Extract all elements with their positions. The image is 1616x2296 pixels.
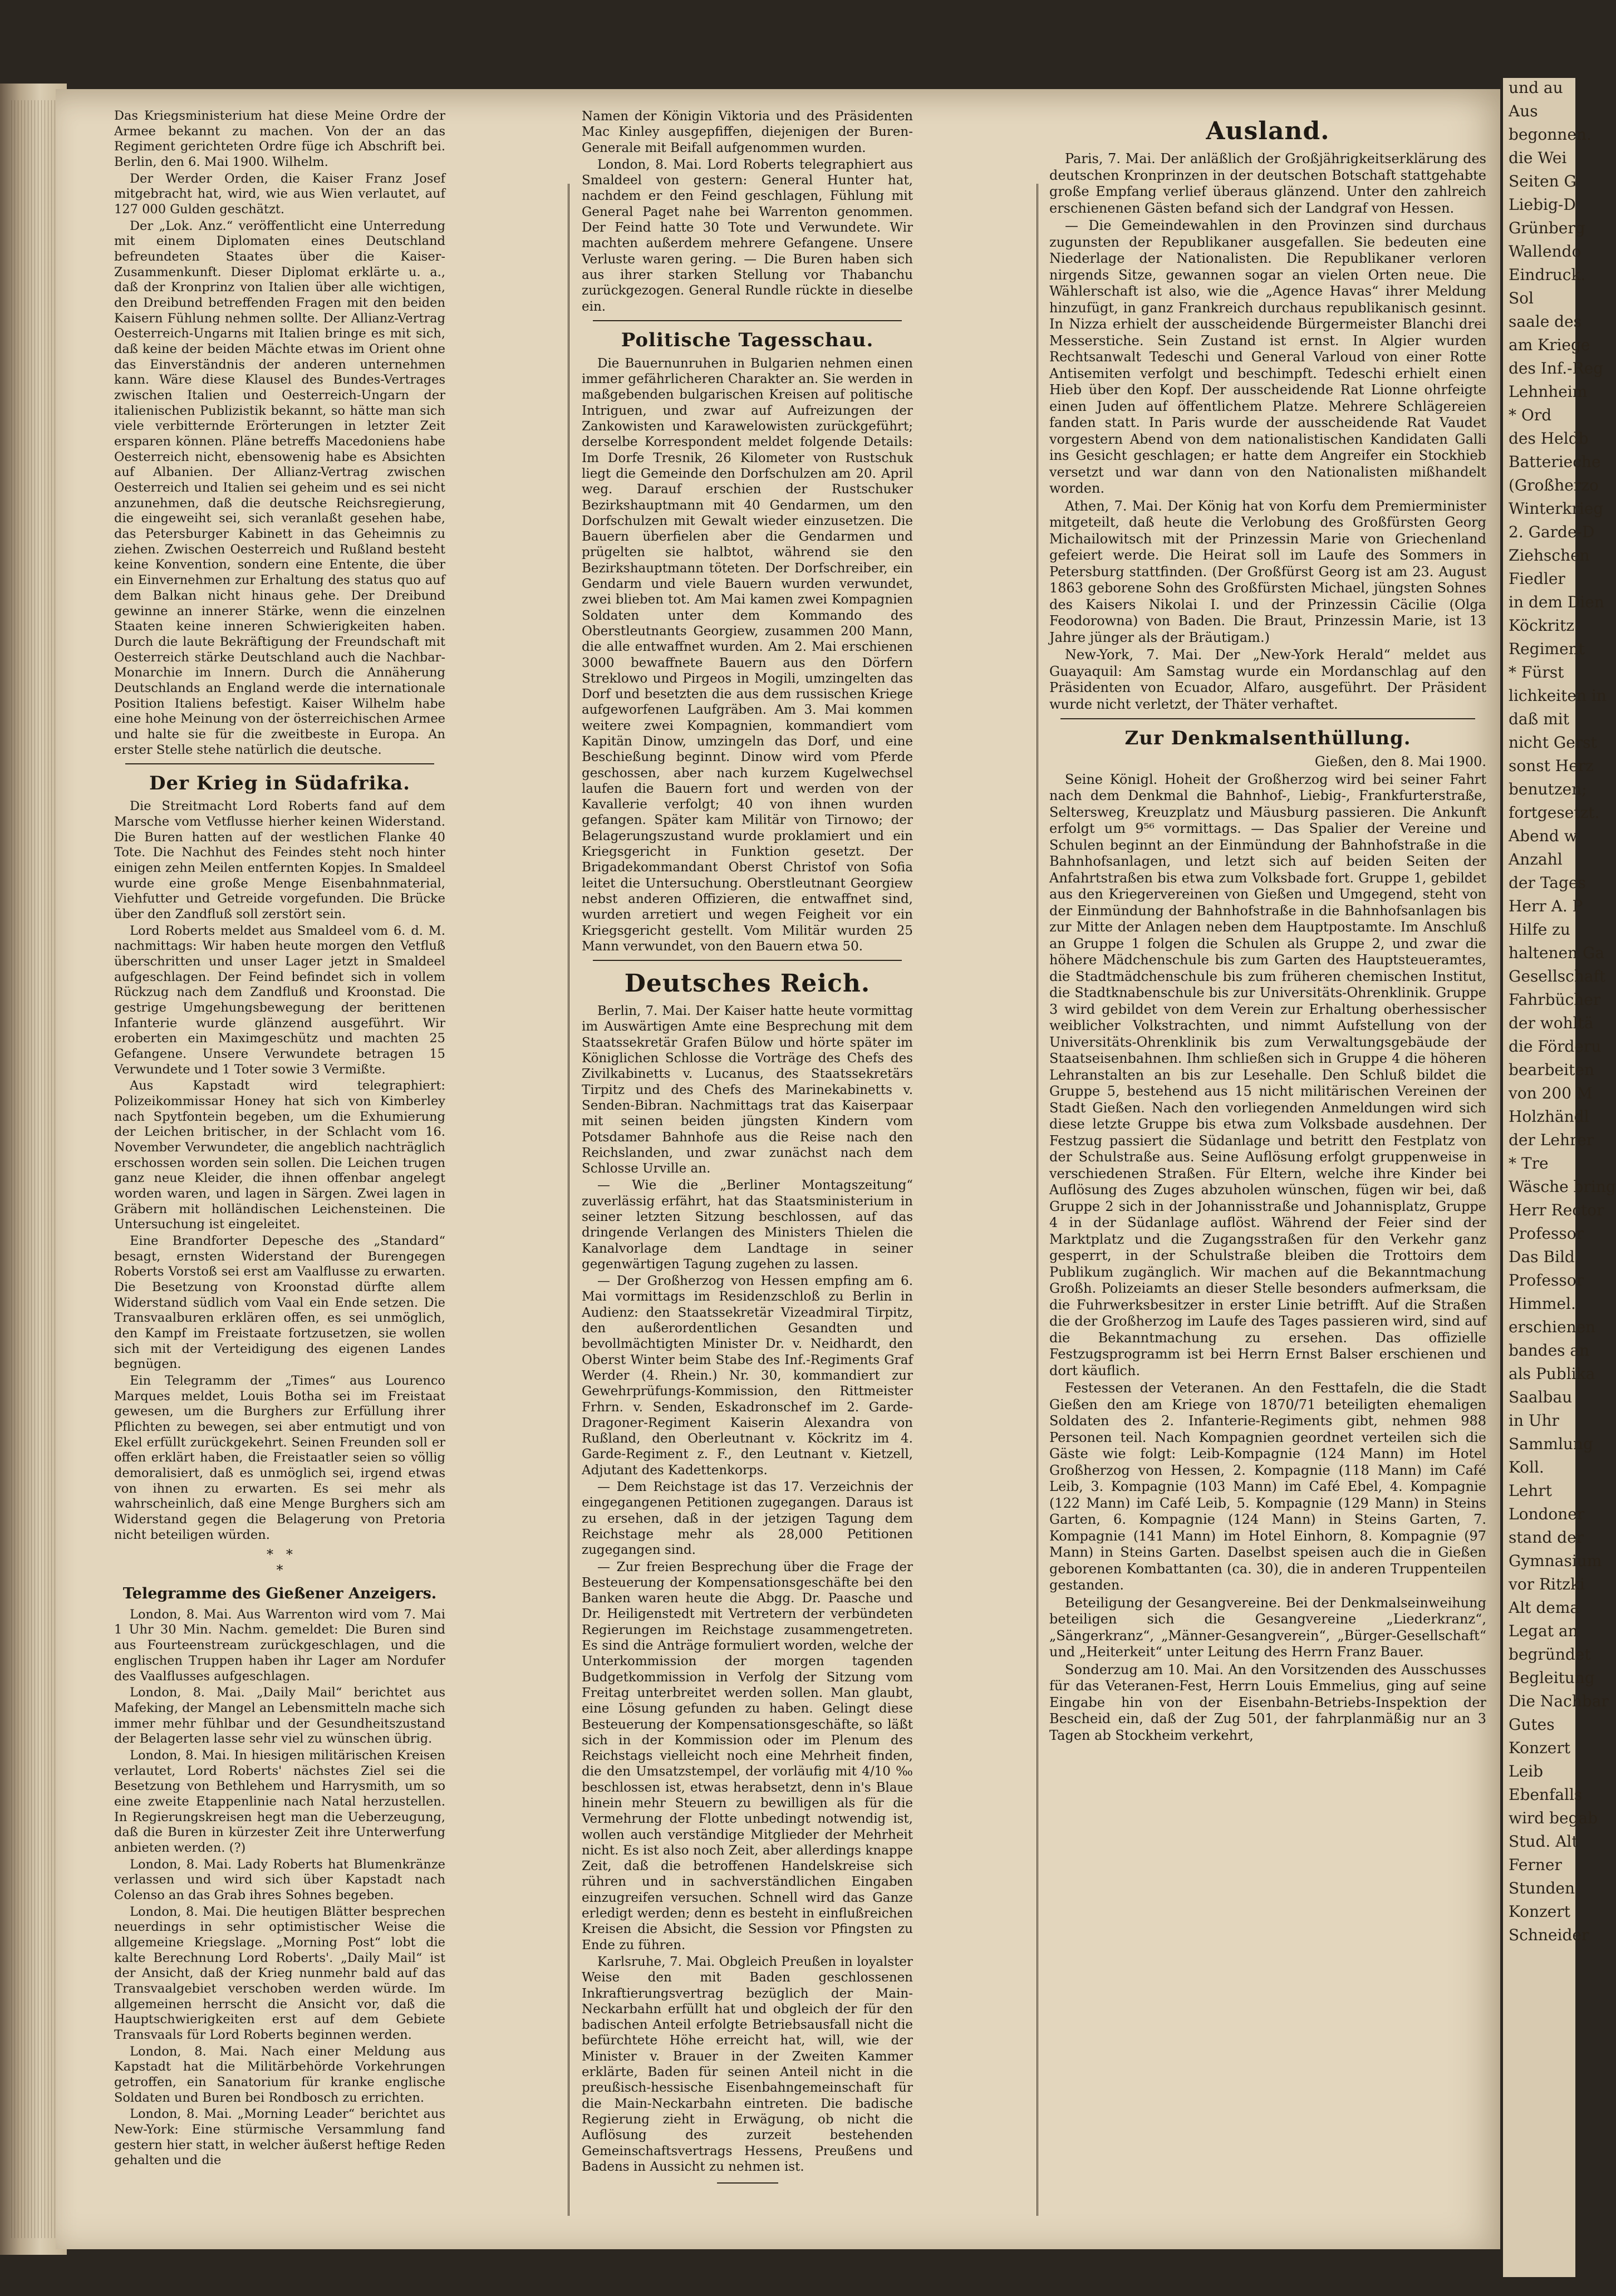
article-paragraph: — Zur freien Besprechung über die Frage der Besteuerung der Kompensationsgeschäfte bei den Banken waren heute die Abgg. Dr. Paasche und Dr. Heiligenstedt mit Vertretern der verbündeten Regierungen im Reichstage zusammengetreten. Es sind die Anträge formuliert worden, welche der Unterkommission der morgen tagenden Budgetkommission in Verfolg der Sitzung vom Freitag unterbreitet werden sollen. Man glaubt, eine Lösung gefunden zu haben. Gelingt diese Besteuerung der Kompensationsgeschäfte, so läßt sich in der Kommission oder im Plenum des Reichstags vielleicht noch eine Mehrheit finden, die den Umsatzstempel, der vorläufig mit 4/10 ‰ beschlossen ist, etwas herabsetzt, denn in's Blaue hinein mehr Steuern zu bewilligen als für die Vermehrung der Flotte unbedingt notwendig ist, wollen auch verständige Mitglieder der Mehrheit nicht. Es ist also noch Zeit, aber allerdings knappe Zeit, daß die betroffenen Handelskreise sich rühren und in sachverständlichen Eingaben einzugreifen versuchen. Schnell wird das Ganze erledigt werden; denn es besteht in einflußreichen Kreisen die Absicht, die Session vor Pfingsten zu Ende zu führen. xyxy=(582,1559,913,1952)
adjacent-page-fragment: Koll. xyxy=(1509,1458,1544,1476)
book-page-edges xyxy=(11,100,61,2238)
adjacent-page-fragment: vor Ritzki xyxy=(1509,1575,1585,1593)
adjacent-page-fragment: Eindruck. xyxy=(1509,266,1586,284)
adjacent-page-fragment: Lehnheim xyxy=(1509,382,1588,401)
adjacent-page-fragment: (Großherzo xyxy=(1509,476,1599,494)
adjacent-page-fragment: Wäsche bring xyxy=(1509,1178,1616,1196)
column-3 xyxy=(1049,109,1486,1745)
adjacent-page-fragment: lichkeiten in xyxy=(1509,686,1607,705)
adjacent-page-fragment: erschienen xyxy=(1509,1318,1596,1336)
article-paragraph: Namen der Königin Viktoria und des Präsidenten Mac Kinley ausgepfiffen, diejenigen der Buren-Generale mit Beifall aufgenommen wurden. xyxy=(582,109,913,155)
adjacent-page-fragment: Liebig-D xyxy=(1509,195,1576,214)
article-paragraph: Athen, 7. Mai. Der König hat von Korfu dem Premierminister mitgeteilt, daß heute die Verlobung des Großfürsten Georg Michailowitsch mit der Prinzessin Marie von Griechenland gefeiert werde. Die Heirat soll im Laufe des Sommers in Petersburg stattfinden. (Der Großfürst Georg ist am 23. August 1863 geborene Sohn des Großfürsten Michael, jüngsten Sohnes des Kaisers Nikolai I. und der Prinzessin Cäcilie (Olga Feodorowna) von Baden. Die Braut, Prinzessin Marie, ist 13 Jahre jünger als der Bräutigam.) xyxy=(1049,498,1486,645)
article-paragraph: — Die Gemeindewahlen in den Provinzen sind durchaus zugunsten der Republikaner ausgefallen. Sie bedeuten eine Niederlage der Nationalisten. Die Republikaner verloren nirgends Sitze, gewannen sogar an vielen Orten neue. Die Wählerschaft ist also, wie die „Agence Havas“ ihrer Meldung hinzufügt, in ganz Frankreich durchaus republikanisch gesinnt. In Nizza erhielt der ausscheidende Bürgermeister Blanchi drei Messerstiche. Sein Zustand ist ernst. In Algier wurden Rechtsanwalt Tedeschi und General Varloud von einer Rotte Antisemiten verfolgt und beschimpft. Tedeschi erhielt einen Hieb über den Kopf. Der ausscheidende Rat Lionne ohrfeigte einen Juden auf öffentlichem Platze. Mehrere Schlägereien fanden statt. In Paris wurde der ausscheidende Rat Vaudet vorgestern Abend von dem nationalistischen Kandidaten Galli ins Gesicht geschlagen; er hatte dem Angreifer ein Stockhieb versetzt und war dann von den Nationalisten mißhandelt worden. xyxy=(1049,218,1486,496)
adjacent-page-fragment: Legat an xyxy=(1509,1622,1578,1640)
section-heading-ausland: Ausland. xyxy=(1206,117,1330,145)
adjacent-page-fragment: begonnen. xyxy=(1509,125,1592,144)
column-2 xyxy=(582,109,913,2191)
article-paragraph: Sonderzug am 10. Mai. An den Vorsitzenden des Ausschusses für das Veteranen-Fest, Herrn Louis Emmelius, ging auf seine Eingabe hin von der Eisenbahn-Betriebs-Inspektion der Bescheid ein, daß der Zug 501, der fahrplanmäßig nur an 3 Tagen ab Stockheim verkehrt, xyxy=(1049,1661,1486,1743)
adjacent-page-fragment: Ferner xyxy=(1509,1856,1562,1874)
adjacent-page-fragment: des Inf.-Reg xyxy=(1509,359,1604,377)
adjacent-page-fragment: Fahrbücher xyxy=(1509,990,1601,1009)
adjacent-page-fragment: von 200 M xyxy=(1509,1084,1593,1102)
article-end-rule xyxy=(717,2182,778,2184)
adjacent-page-fragment: Professor xyxy=(1509,1224,1584,1243)
adjacent-page-fragment: Sol xyxy=(1509,289,1534,307)
adjacent-page-fragment: in dem Dien xyxy=(1509,593,1604,611)
adjacent-page-fragment: der Tages xyxy=(1509,874,1586,892)
article-paragraph: — Wie die „Berliner Montagszeitung“ zuverlässig erfährt, hat das Staatsministerium in seiner letzten Sitzung beschlossen, auf das dringende Verlangen des Ministers Thielen die Kanalvorlage dem Landtage in seiner gegenwärtigen Tagung zugehen zu lassen. xyxy=(582,1178,913,1272)
article-paragraph: Eine Brandforter Depesche des „Standard“ besagt, ernsten Widerstand der Burengegen Roberts Vorstoß sei erst am Vaalflusse zu erwarten. Die Besetzung von Kroonstad dürfte allem Widerstand südlich vom Vaal ein Ende setzen. Die Transvaalburen erklären offen, es sei unmöglich, den Kampf im Freistaate fortzusetzen, sie wollen sich mit der Verteidigung des eigenen Landes begnügen. xyxy=(114,1234,445,1372)
article-paragraph: Ein Telegramm der „Times“ aus Lourenco Marques meldet, Louis Botha sei im Freistaat gewesen, um die Burghers zur Erfüllung ihrer Pflichten zu bewegen, sei aber entmutigt und von Ekel erfüllt zurückgekehrt. Seinen Freunden soll er offen erklärt haben, die Freistaatler seien so völlig demoralisiert, daß es unmöglich sei, irgend etwas von ihnen zu erwarten. Es sei mehr als wahrscheinlich, daß eine Menge Burghers sich am Widerstand gegen die Belagerung von Pretoria nicht beteiligen würden. xyxy=(114,1373,445,1542)
adjacent-page-fragment: bearbeiten xyxy=(1509,1061,1594,1079)
adjacent-page-fragment: Himmel. xyxy=(1509,1294,1576,1313)
adjacent-page-fragment: Gutes xyxy=(1509,1715,1555,1734)
column-1 xyxy=(114,109,445,2170)
adjacent-page-fragment: die Förderu xyxy=(1509,1037,1602,1056)
section-divider xyxy=(593,320,902,321)
adjacent-page-fragment: in Uhr xyxy=(1509,1411,1559,1430)
article-paragraph: Das Kriegsministerium hat diese Meine Ordre der Armee bekannt zu machen. Von der an das Regiment gerichteten Ordre füge ich Abschrift bei. Berlin, den 6. Mai 1900. Wilhelm. xyxy=(114,109,445,170)
adjacent-page-fragment: Gesellschaft xyxy=(1509,967,1606,985)
adjacent-page-fragment: Begleitung xyxy=(1509,1669,1595,1687)
adjacent-page-fragment: Das Bild xyxy=(1509,1248,1575,1266)
adjacent-page-fragment: Aus xyxy=(1509,102,1538,120)
article-paragraph: — Dem Reichstage ist das 17. Verzeichnis der eingegangenen Petitionen zugegangen. Daraus ist zu ersehen, daß in der jetzigen Tagung dem Reichstage mehr als 28,000 Petitionen zugegangen sind. xyxy=(582,1480,913,1558)
article-paragraph: Die Bauernunruhen in Bulgarien nehmen einen immer gefährlicheren Charakter an. Sie werden in maßgebenden bulgarischen Kreisen auf politische Intriguen, und zwar auf Aufreizungen der Zankowisten und Karawelowisten zurückgeführt; derselbe Korrespondent meldet folgende Details: Im Dorfe Tresnik, 26 Kilometer von Rustschuk liegt die Gemeinde den Dorfschulzen am 20. April weg. Darauf erschien der Rustschuker Bezirkshauptmann mit 40 Gendarmen, um den Dorfschulzen mit Gewalt wieder einzusetzen. Die Bauern überfielen aber die Gendarmen und prügelten sie halbtot, während sie den Bezirkshauptmann töteten. Der Dorfschreiber, ein Gendarm und viele Bauern wurden verwundet, zwei blieben tot. Am Mai kamen zwei Kompagnien Soldaten unter dem Kommando des Oberstleutnants Georgiew, zusammen 200 Mann, die alle entwaffnet wurden. Am 2. Mai erschienen 3000 bewaffnete Bauern aus den Dörfern Streklowo und Pirgeos in Mogili, umzingelten das Dorf und besetzten die aus dem russischen Kriege aufgeworfenen Laufgräben. Am 3. Mai kommen weitere zwei Kompagnien, kommandiert vom Kapitän Dinow, umzingeln das Dorf, und eine Beschießung beginnt. Dinow wird vom Pferde geschossen, aber nach kurzem Kugelwechsel laufen die Bauern fort und werden von der Kavallerie verfolgt; 40 von ihnen wurden gefangen. Später kam Militär von Tirnowo; der Belagerungszustand wurde proklamiert und ein Kriegsgericht in Funktion gesetzt. Der Brigadekommandant Oberst Christof von Sofia leitet die Untersuchung. Oberstleutnant Georgiew nebst anderen Offizieren, die entwaffnet sind, wurden arretiert und wegen Feigheit vor ein Kriegsgericht gestellt. Vom Militär wurden 25 Mann verwundet, von den Bauern etwa 50. xyxy=(582,356,913,954)
adjacent-page-fragment: Seiten G xyxy=(1509,172,1576,190)
adjacent-page-fragment: bandes an xyxy=(1509,1341,1590,1360)
adjacent-page-fragment: haltenen Ga xyxy=(1509,944,1605,962)
adjacent-page-fragment: Professor xyxy=(1509,1271,1584,1289)
article-paragraph: Die Streitmacht Lord Roberts fand auf dem Marsche vom Vetflusse hierher keinen Widerstand. Die Buren hatten auf der westlichen Flanke 40 Tote. Die Nachhut des Feindes steht noch hinter einigen zehn Meilen entfernten Kopjes. In Smaldeel wurde eine große Menge Eisenbahnmaterial, Viehfutter und Getreide vorgefunden. Die Brücke über den Zandfluß soll zerstört sein. xyxy=(114,799,445,921)
adjacent-page-fragment: Abend w xyxy=(1509,827,1578,845)
adjacent-page-fragment: Stud. Alt xyxy=(1509,1832,1578,1851)
adjacent-page-fragment: Holzhändl xyxy=(1509,1107,1589,1126)
article-paragraph: Paris, 7. Mai. Der anläßlich der Großjährigkeitserklärung des deutschen Kronprinzen in der deutschen Botschaft stattgehabte große Empfang verlief überaus glänzend. Unter den zahlreich erschienenen Gästen befand sich der Landgraf von Hessen. xyxy=(1049,151,1486,216)
adjacent-page-fragment: Konzert xyxy=(1509,1902,1571,1921)
adjacent-page-fragment: Die Nachbar xyxy=(1509,1692,1609,1710)
adjacent-page-fragment: Gymnasium xyxy=(1509,1552,1602,1570)
adjacent-page-fragment: der wohltä xyxy=(1509,1014,1594,1032)
adjacent-page-fragment: begründet xyxy=(1509,1645,1591,1664)
adjacent-page-fragment: Anzahl xyxy=(1509,850,1563,869)
article-paragraph: Beteiligung der Gesangvereine. Bei der Denkmalseinweihung beteiligen sich die Gesangvereine „Liederkranz“, „Sängerkranz“, „Männer-Gesangverein“, „Bürger-Gesellschaft“ und „Heiterkeit“ unter Leitung des Herrn Franz Bauer. xyxy=(1049,1595,1486,1660)
adjacent-page-fragment: nicht Gerst xyxy=(1509,733,1597,752)
article-paragraph: Der „Lok. Anz.“ veröffentlicht eine Unterredung mit einem Diplomaten eines Deutschland befreundeten Staates über die Kaiser-Zusammenkunft. Dieser Diplomat erklärte u. a., daß der Kronprinz von Italien über alle wichtigen, den Dreibund betreffenden Fragen mit den beiden Kaisern Fühlung nehmen sollte. Der Allianz-Vertrag Oesterreich-Ungarns mit Italien bringe es mit sich, daß keine der beiden Mächte etwas im Orient ohne das Einverständnis der anderen unternehmen kann. Wäre diese Klausel des Bundes-Vertrages zwischen Italien und Oesterreich-Ungarn der italienischen Publizistik bekannt, so hätte man sich viele verbitternde Erörterungen in letzter Zeit ersparen können. Pläne betreffs Macedoniens habe Oesterreich nicht, ebensowenig habe es Absichten auf Albanien. Der Allianz-Vertrag zwischen Oesterreich und Italien sei geheim und es sei nicht anzunehmen, daß die deutsche Reichsregierung, die eingeweiht sei, sich veranlaßt gesehen habe, das Petersburger Kabinett in das Geheimnis zu ziehen. Zwischen Oesterreich und Rußland besteht keine Konvention, sondern eine Entente, die über ein Einvernehmen zur Erhaltung des status quo auf dem Balkan nicht hinaus gehe. Der Dreibund gewinne an innerer Stärke, wenn die einzelnen Staaten keine inneren Schwierigkeiten haben. Durch die laute Bekräftigung der Freundschaft mit Oesterreich stärke Deutschland auch die Nachbar-Monarchie im Innern. Durch die Annäherung Deutschlands an England werde die internationale Position Italiens befestigt. Kaiser Wilhelm habe eine hohe Meinung von der österreichischen Armee und halte sie für die zweitbeste in Europa. An erster Stelle stehe natürlich die deutsche. xyxy=(114,218,445,757)
adjacent-page-fragment: Londoner xyxy=(1509,1505,1585,1523)
section-divider xyxy=(125,763,434,764)
article-paragraph: London, 8. Mai. „Morning Leader“ berichtet aus New-York: Eine stürmische Versammlung fand gestern hier statt, in welcher äußerst heftige Reden gehalten und die xyxy=(114,2107,445,2168)
article-paragraph: Aus Kapstadt wird telegraphiert: Polizeikommissar Honey hat sich von Kimberley nach Spytfontein begeben, um die Exhumierung der Leichen britischer, in der Schlacht vom 16. November Verwundeter, die angeblich nachträglich erschossen worden sein sollen. Die Leichen trugen ganz neue Kleider, die ihnen offenbar angelegt worden waren, und lagen in Särgen. Zwei lagen in Gräbern mit holländischen Leichensteinen. Die Untersuchung ist eingeleitet. xyxy=(114,1078,445,1232)
article-paragraph: London, 8. Mai. Die heutigen Blätter besprechen neuerdings in sehr optimistischer Weise die allgemeine Kriegslage. „Morning Post“ lobt die kalte Berechnung Lord Roberts'. „Daily Mail“ ist der Ansicht, daß der Krieg nunmehr bald auf das Transvaalgebiet verschoben werden würde. Im allgemeinen herrscht die Ansicht vor, daß die Hauptschwierigkeiten erst auf dem Gebiete Transvaals für Lord Roberts beginnen werden. xyxy=(114,1904,445,2042)
article-paragraph: London, 8. Mai. In hiesigen militärischen Kreisen verlautet, Lord Roberts' nächstes Ziel sei die Besetzung von Bethlehem und Harrysmith, um so eine zweite Etappenlinie nach Natal herzustellen. In Regierungskreisen hegt man die Ueberzeugung, daß die Buren in kürzester Zeit ihre Unterwerfung anbieten werden. (?) xyxy=(114,1748,445,1855)
column-rule xyxy=(1037,184,1038,2216)
article-paragraph: London, 8. Mai. Lord Roberts telegraphiert aus Smaldeel von gestern: General Hunter hat, nachdem er den Feind geschlagen, Fühlung mit General Paget nahe bei Warrenton genommen. Der Feind hatte 30 Tote und Verwundete. Wir machten außerdem mehrere Gefangene. Unsere Verluste waren gering. — Die Buren haben sich aus ihrer starken Stellung vor Thabanchu zurückgezogen. General Rundle rückte in dieselbe ein. xyxy=(582,157,913,314)
article-paragraph: Festessen der Veteranen. An den Festtafeln, die die Stadt Gießen den am Kriege von 1870/71 beteiligten ehemaligen Soldaten des 2. Infanterie-Regiments gibt, nehmen 988 Personen teil. Nach Kompagnien geordnet verteilen sich die Gäste wie folgt: Leib-Kompagnie (124 Mann) im Hotel Großherzog von Hessen, 2. Kompagnie (118 Mann) im Café Leib, 3. Kompagnie (103 Mann) im Café Ebel, 4. Kompagnie (122 Mann) im Café Leib, 5. Kompagnie (129 Mann) in Steins Garten, 6. Kompagnie (124 Mann) in Steins Garten, 7. Kompagnie (141 Mann) im Hotel Einhorn, 8. Kompagnie (97 Mann) in Steins Garten. Daselbst speisen auch die in Gießen geborenen Kombattanten (ca. 30), die in anderen Truppenteilen gestanden. xyxy=(1049,1380,1486,1593)
article-paragraph: London, 8. Mai. Nach einer Meldung aus Kapstadt hat die Militärbehörde Vorkehrungen getroffen, ein Sanatorium für kranke englische Soldaten und Buren bei Rondbosch zu errichten. xyxy=(114,2044,445,2105)
adjacent-page-fragment: Lehrt xyxy=(1509,1481,1552,1500)
article-paragraph: London, 8. Mai. „Daily Mail“ berichtet aus Mafeking, der Mangel an Lebensmitteln mache sich immer mehr fühlbar und der Gesundheitszustand der Belagerten lasse sehr viel zu wünschen übrig. xyxy=(114,1685,445,1746)
article-paragraph: Karlsruhe, 7. Mai. Obgleich Preußen in loyalster Weise den mit Baden geschlossenen Inkraftierungsvertrag bezüglich der Main-Neckarbahn erfüllt hat und obgleich der für den badischen Anteil erfolgte Betriebsausfall nicht die befürchtete Höhe erreicht hat, will, wie der Minister v. Brauer in der Zweiten Kammer erklärte, Baden für seinen Anteil nicht in die preußisch-hessische Eisenbahngemeinschaft für die Main-Neckarbahn eintreten. Die badische Regierung zieht in Erwägung, ob nicht die Auflösung des zurzeit bestehenden Gemeinschaftsvertrags Hessens, Preußens und Badens in Aussicht zu nehmen ist. xyxy=(582,1954,913,2174)
article-paragraph: London, 8. Mai. Aus Warrenton wird vom 7. Mai 1 Uhr 30 Min. Nachm. gemeldet: Die Buren sind aus Fourteenstream zurückgeschlagen, und die englischen Truppen haben ihr Lager am Nordufer des Vaalflusses aufgeschlagen. xyxy=(114,1607,445,1684)
adjacent-page-fragment: benutzen; xyxy=(1509,780,1587,798)
adjacent-page-fragment: als Publika xyxy=(1509,1365,1595,1383)
adjacent-page-fragment: und au xyxy=(1509,79,1563,97)
adjacent-page-strip xyxy=(1503,78,1616,2277)
adjacent-page-fragment: Winterkrieg xyxy=(1509,499,1604,518)
adjacent-page-fragment: Ziehschen xyxy=(1509,546,1590,565)
adjacent-page-fragment: am Kriege xyxy=(1509,336,1590,354)
adjacent-page-fragment: wird begab xyxy=(1509,1809,1598,1827)
adjacent-page-fragment: Ebenfalls xyxy=(1509,1785,1583,1804)
article-paragraph: Lord Roberts meldet aus Smaldeel vom 6. d. M. nachmittags: Wir haben heute morgen den Vetfluß überschritten und unser Lager jetzt in Smaldeel aufgeschlagen. Der Feind befindet sich in vollem Rückzug nach dem Zandfluß und Kroonstad. Die gestrige Umgehungsbewegung der berittenen Infanterie wurde glänzend ausgeführt. Wir eroberten ein Maximgeschütz und machten 25 Gefangene. Unsere Verwundete betragen 15 Verwundete und 1 Toter sowie 3 Vermißte. xyxy=(114,923,445,1077)
adjacent-page-fragment: Schneider xyxy=(1509,1926,1589,1944)
article-paragraph: Der Werder Orden, die Kaiser Franz Josef mitgebracht hat, wird, wie aus Wien verlautet, auf 127 000 Gulden geschätzt. xyxy=(114,171,445,217)
adjacent-page-fragment: Sammlung xyxy=(1509,1435,1593,1453)
adjacent-page-fragment: Fiedler xyxy=(1509,570,1565,588)
column-rule xyxy=(568,184,569,2216)
section-divider xyxy=(1060,718,1475,719)
adjacent-page-fragment: Hilfe zu xyxy=(1509,920,1570,939)
adjacent-page-fragment: * Tre xyxy=(1509,1154,1549,1172)
adjacent-page-fragment: saale des xyxy=(1509,312,1582,331)
adjacent-page-fragment: Leib xyxy=(1509,1762,1544,1780)
section-heading-denkmalsenthuellung: Zur Denkmalsenthüllung. xyxy=(1124,727,1411,749)
adjacent-page-fragment: Wallendo xyxy=(1509,242,1581,261)
article-paragraph: Berlin, 7. Mai. Der Kaiser hatte heute vormittag im Auswärtigen Amte eine Besprechung mit dem Staatssekretär Grafen Bülow und hörte später im Königlichen Schlosse die Vorträge des Chefs des Zivilkabinetts v. Lucanus, des Staatssekretärs Tirpitz und des Chefs des Marinekabinetts v. Senden-Bibran. Nachmittags trat das Kaiserpaar mit seinen beiden jüngsten Kindern vom Potsdamer Bahnhofe aus die Reise nach den Reichslanden, und zwar zunächst nach dem Schlosse Urville an. xyxy=(582,1004,913,1176)
section-heading-deutsches-reich: Deutsches Reich. xyxy=(624,969,871,998)
adjacent-page-fragment: Regiment xyxy=(1509,640,1585,658)
adjacent-page-fragment: 2. Garde-D xyxy=(1509,523,1595,541)
article-paragraph: London, 8. Mai. Lady Roberts hat Blumenkränze verlassen und wird sich über Kapstadt nach Colenso an das Grab ihres Sohnes begeben. xyxy=(114,1857,445,1902)
adjacent-page-fragment: die Wei xyxy=(1509,149,1567,167)
adjacent-page-fragment: der Lehrer xyxy=(1509,1131,1594,1149)
section-divider xyxy=(593,960,902,961)
adjacent-page-fragment: sonst Herz xyxy=(1509,757,1594,775)
adjacent-page-fragment: Herr A. P xyxy=(1509,897,1583,915)
asterism: * * * xyxy=(267,1547,293,1578)
adjacent-page-fragment: Saalbau xyxy=(1509,1388,1573,1406)
article-paragraph: Seine Königl. Hoheit der Großherzog wird bei seiner Fahrt nach dem Denkmal die Bahnhof-, Liebig-, Frankfurterstraße, Seltersweg, Kreuzplatz und Mäusburg passieren. Die Ankunft erfolgt um 9⁵⁶ vormittags. — Das Spalier der Vereine und Schulen beginnt an der Einmündung der Bahnhofstraße in die Bahnhofsanlagen, und letzt sich auf beiden Seiten der Anfahrtstraßen bis etwa zum Volksbade fort. Gruppe 1, gebildet aus den Kriegervereinen von Gießen und Umgegend, steht von der Einmündung der Bahnhofstraße in die Bahnhofsanlagen bis zur Mitte der Anlagen neben dem Hauptpostamte. Im Anschluß an Gruppe 1 folgen die Schulen als Gruppe 2, und zwar die höhere Mädchenschule bis zum Garten des Hauptsteueramtes, die Stadtmädchenschule bis zum früheren chemischen Institut, die Stadtknabenschule bis zur Universitäts-Ohrenklinik. Gruppe 3 wird gebildet von dem Verein zur Erhaltung oberhessischer weiblicher Volkstrachten, und nimmt Aufstellung von der Universitäts-Ohrenklinik bis zum Verwaltungsgebäude der Staatseisenbahnen. Ihm schließen sich in Gruppe 4 die höheren Lehranstalten an bis zur Lesehalle. Den Schluß bildet die Gruppe 5, bestehend aus 15 nicht militärischen Vereinen der Stadt Gießen. Nach den vorliegenden Anmeldungen wird sich diese letzte Gruppe bis etwa zum Volksbade ausdehnen. Der Festzug passiert die Südanlage und betritt den Festplatz von der Schulstraße aus. Seine Auflösung erfolgt gruppenweise in verschiedenen Straßen. Für Eltern, welche ihre Kinder bei Auflösung des Zuges abzuholen wünschen, fügen wir bei, daß Gruppe 2 sich in der Johannisstraße und Johannisplatz, Gruppe 4 in der Südanlage auflöst. Während der Feier sind der Marktplatz und die Zugangsstraßen für den Verkehr ganz gesperrt, in der Schulstraße bleiben die Trottoirs dem Publikum zugänglich. Wir machen auf die Bekanntmachung Großh. Polizeiamts an dieser Stelle besonders aufmerksam, die die Fuhrwerksbesitzer in erster Linie betrifft. Auf die Straßen die der Großherzog im Laufe des Tages passieren wird, sind auf die Bekanntmachung zu ersehen. Das offizielle Festzugsprogramm ist bei Herrn Ernst Balser erschienen und dort käuflich. xyxy=(1049,771,1486,1378)
adjacent-page-fragment: des Heldb xyxy=(1509,429,1589,448)
adjacent-page-fragment: fortgesetzt. xyxy=(1509,803,1600,822)
section-heading-krieg: Der Krieg in Südafrika. xyxy=(149,772,410,795)
adjacent-page-fragment: * Fürst xyxy=(1509,663,1564,681)
adjacent-page-fragment: Stunden xyxy=(1509,1879,1575,1897)
adjacent-page-fragment: Alt dema xyxy=(1509,1598,1580,1617)
article-paragraph: New-York, 7. Mai. Der „New-York Herald“ meldet aus Guayaquil: Am Samstag wurde ein Mordanschlag auf den Präsidenten von Ecuador, Alfaro, ausgeführt. Der Präsident wurde nicht verletzt, der Thäter verhaftet. xyxy=(1049,647,1486,712)
adjacent-page-fragment: stand der xyxy=(1509,1528,1584,1547)
section-heading-telegramme: Telegramme des Gießener Anzeigers. xyxy=(122,1584,437,1602)
adjacent-page-fragment: Grünberg xyxy=(1509,219,1585,237)
adjacent-page-fragment: daß mit xyxy=(1509,710,1569,728)
adjacent-page-fragment: Herr Rector xyxy=(1509,1201,1604,1219)
section-heading-politische: Politische Tagesschau. xyxy=(621,328,874,351)
adjacent-page-fragment: Köckritz xyxy=(1509,616,1575,635)
adjacent-page-fragment: Konzert xyxy=(1509,1739,1571,1757)
dateline: Gießen, den 8. Mai 1900. xyxy=(1314,754,1486,769)
adjacent-page-fragment: Batterieche xyxy=(1509,453,1601,471)
adjacent-page-fragment: * Ord xyxy=(1509,406,1552,424)
article-paragraph: — Der Großherzog von Hessen empfing am 6. Mai vormittags im Residenzschloß zu Berlin in Audienz: den Staatssekretär Vizeadmiral Tirpitz, den außerordentlichen Gesandten und bevollmächtigten Minister Dr. v. Neidhardt, den Oberst Winter beim Stabe des Inf.-Regiments Graf Werder (4. Rhein.) Nr. 30, kommandiert zur Gewehrprüfungs-Kommission, den Rittmeister Frhrn. v. Senden, Eskadronschef im 2. Garde-Dragoner-Regiment Kaiserin Alexandra von Rußland, den Oberleutnant v. Köckritz im 4. Garde-Regiment z. F., den Leutnant v. Kietzell, Adjutant des Kadettenkorps. xyxy=(582,1274,913,1478)
